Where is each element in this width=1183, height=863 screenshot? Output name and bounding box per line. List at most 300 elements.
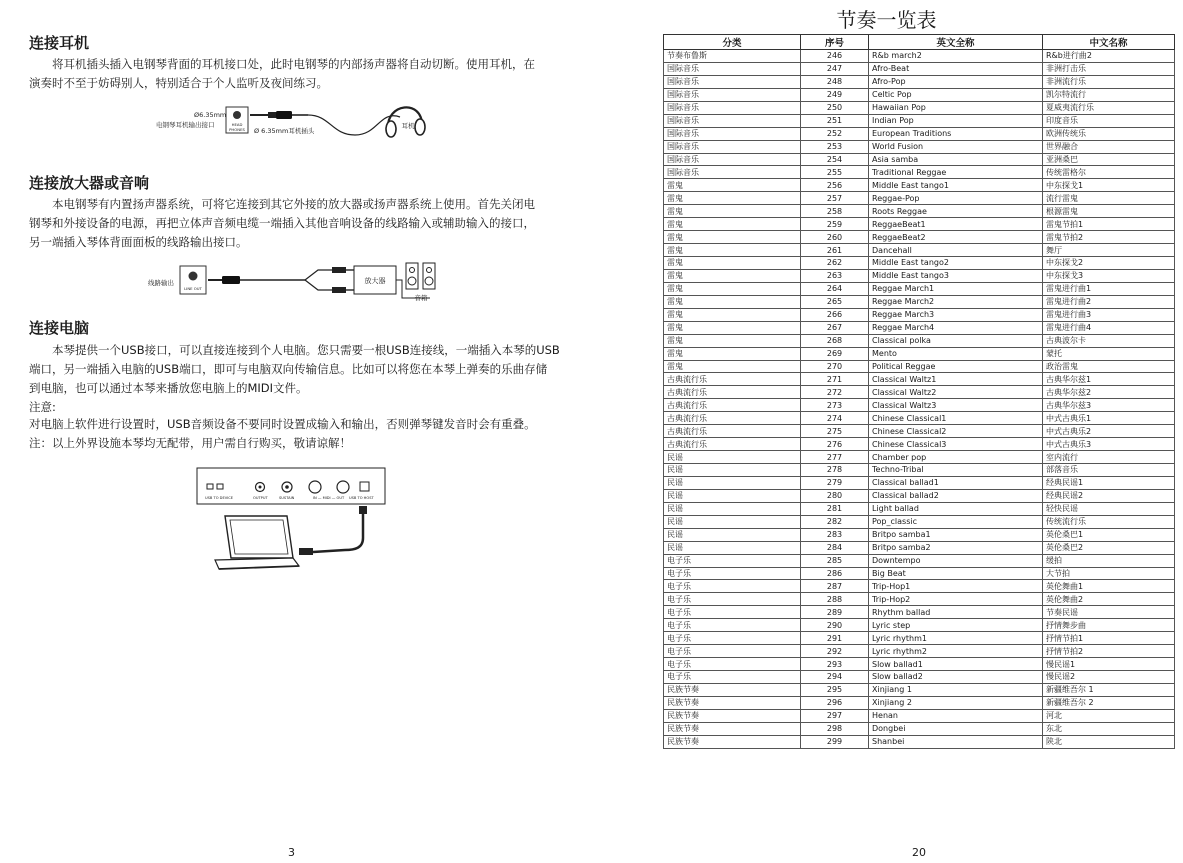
chinese-name-cell: 印度音乐 (1043, 114, 1175, 127)
english-name-cell: Reggae March2 (869, 295, 1043, 308)
category-cell: 电子乐 (664, 554, 801, 567)
table-row (664, 373, 1175, 386)
chinese-name-cell: 中东探戈2 (1043, 257, 1175, 270)
rhythm-list-title: 节奏一览表 (836, 8, 937, 32)
page-number-left: 3 (288, 846, 295, 859)
english-name-cell: Chinese Classical2 (869, 425, 1043, 438)
category-cell: 节奏布鲁斯 (664, 50, 801, 63)
rhythm-table-body (664, 50, 1175, 749)
english-name-cell: Classical Waltz2 (869, 386, 1043, 399)
category-cell: 民谣 (664, 476, 801, 489)
chinese-name-cell: 中东探戈1 (1043, 179, 1175, 192)
number-cell: 265 (801, 295, 869, 308)
number-cell: 263 (801, 269, 869, 282)
table-row (664, 567, 1175, 580)
chinese-name-cell: 英伦舞曲2 (1043, 593, 1175, 606)
chinese-name-cell: 雷鬼进行曲3 (1043, 308, 1175, 321)
category-cell: 古典流行乐 (664, 373, 801, 386)
english-name-cell: ReggaeBeat1 (869, 218, 1043, 231)
number-cell: 272 (801, 386, 869, 399)
english-name-cell: Chamber pop (869, 451, 1043, 464)
category-cell: 国际音乐 (664, 62, 801, 75)
number-cell: 254 (801, 153, 869, 166)
chinese-name-cell: 英伦桑巴1 (1043, 528, 1175, 541)
table-row (664, 321, 1175, 334)
category-cell: 雷鬼 (664, 192, 801, 205)
table-row (664, 114, 1175, 127)
number-cell: 261 (801, 244, 869, 257)
table-row (664, 671, 1175, 684)
page-number-right: 20 (912, 846, 926, 859)
panel-label-midi: IN — MIDI — OUT (313, 496, 345, 500)
category-cell: 国际音乐 (664, 127, 801, 140)
chinese-name-cell: 轻快民谣 (1043, 502, 1175, 515)
table-row (664, 360, 1175, 373)
number-cell: 283 (801, 528, 869, 541)
number-cell: 251 (801, 114, 869, 127)
number-cell: 295 (801, 683, 869, 696)
table-row (664, 257, 1175, 270)
table-row (664, 399, 1175, 412)
table-row (664, 464, 1175, 477)
stereo-plug-icon (208, 276, 305, 284)
jack-size-label: Ø6.35mm (194, 111, 227, 119)
number-cell: 273 (801, 399, 869, 412)
number-cell: 258 (801, 205, 869, 218)
table-row (664, 580, 1175, 593)
english-name-cell: Pop_classic (869, 515, 1043, 528)
category-cell: 国际音乐 (664, 101, 801, 114)
headphone-jack-icon (233, 111, 241, 119)
category-cell: 古典流行乐 (664, 425, 801, 438)
number-cell: 249 (801, 88, 869, 101)
chinese-name-cell: R&b进行曲2 (1043, 50, 1175, 63)
category-cell: 古典流行乐 (664, 438, 801, 451)
english-name-cell: Downtempo (869, 554, 1043, 567)
header-category: 分类 (664, 35, 801, 50)
chinese-name-cell: 政治雷鬼 (1043, 360, 1175, 373)
category-cell: 民族节奏 (664, 696, 801, 709)
english-name-cell: Slow ballad1 (869, 658, 1043, 671)
english-name-cell: Lyric rhythm2 (869, 645, 1043, 658)
number-cell: 269 (801, 347, 869, 360)
table-row (664, 502, 1175, 515)
category-cell: 民族节奏 (664, 709, 801, 722)
table-row (664, 593, 1175, 606)
english-name-cell: Chinese Classical3 (869, 438, 1043, 451)
chinese-name-cell: 雷鬼进行曲2 (1043, 295, 1175, 308)
number-cell: 247 (801, 62, 869, 75)
category-cell: 电子乐 (664, 580, 801, 593)
english-name-cell: Classical ballad1 (869, 476, 1043, 489)
section-heading-computer: 连接电脑 (29, 319, 90, 337)
table-row (664, 489, 1175, 502)
left-page (0, 0, 590, 863)
table-row (664, 127, 1175, 140)
rca-splitter-cable (305, 267, 354, 293)
number-cell: 289 (801, 606, 869, 619)
chinese-name-cell: 中式古典乐1 (1043, 412, 1175, 425)
section-heading-amplifier: 连接放大器或音响 (29, 174, 150, 192)
english-name-cell: World Fusion (869, 140, 1043, 153)
table-row (664, 606, 1175, 619)
english-name-cell: Reggae March4 (869, 321, 1043, 334)
english-name-cell: Traditional Reggae (869, 166, 1043, 179)
paragraph-amplifier-line1: 本电钢琴有内置扬声器系统，可将它连接到其它外接的放大器或扬声器系统上使用。首先关闭电 (52, 197, 535, 211)
number-cell: 267 (801, 321, 869, 334)
number-cell: 250 (801, 101, 869, 114)
amplifier-label: 放大器 (364, 277, 386, 285)
chinese-name-cell: 英伦舞曲1 (1043, 580, 1175, 593)
number-cell: 270 (801, 360, 869, 373)
english-name-cell: Political Reggae (869, 360, 1043, 373)
chinese-name-cell: 非洲打击乐 (1043, 62, 1175, 75)
category-cell: 国际音乐 (664, 114, 801, 127)
headphone-connection-diagram (150, 95, 440, 150)
table-row (664, 645, 1175, 658)
chinese-name-cell: 英伦桑巴2 (1043, 541, 1175, 554)
headphone-label: 耳机 (401, 122, 415, 130)
chinese-name-cell: 古典波尔卡 (1043, 334, 1175, 347)
english-name-cell: Afro-Beat (869, 62, 1043, 75)
number-cell: 288 (801, 593, 869, 606)
panel-label-output: OUTPUT (253, 496, 268, 500)
chinese-name-cell: 经典民谣2 (1043, 489, 1175, 502)
english-name-cell: Chinese Classical1 (869, 412, 1043, 425)
category-cell: 国际音乐 (664, 140, 801, 153)
english-name-cell: Mento (869, 347, 1043, 360)
category-cell: 雷鬼 (664, 308, 801, 321)
chinese-name-cell: 大节拍 (1043, 567, 1175, 580)
table-row (664, 696, 1175, 709)
chinese-name-cell: 亚洲桑巴 (1043, 153, 1175, 166)
paragraph-amplifier-line3: 另一端插入琴体背面面板的线路输出接口。 (29, 235, 248, 249)
paragraph-amplifier-line2: 钢琴和外接设备的电源，再把立体声音频电缆一端插入其他音响设备的线路输入或辅助输入的接口， (29, 216, 535, 230)
number-cell: 274 (801, 412, 869, 425)
chinese-name-cell: 雷鬼进行曲4 (1043, 321, 1175, 334)
english-name-cell: Henan (869, 709, 1043, 722)
chinese-name-cell: 经典民谣1 (1043, 476, 1175, 489)
english-name-cell: Roots Reggae (869, 205, 1043, 218)
usb-cable (299, 506, 367, 555)
english-name-cell: Trip-Hop2 (869, 593, 1043, 606)
category-cell: 雷鬼 (664, 244, 801, 257)
english-name-cell: Britpo samba2 (869, 541, 1043, 554)
table-row (664, 101, 1175, 114)
chinese-name-cell: 慢民谣1 (1043, 658, 1175, 671)
number-cell: 281 (801, 502, 869, 515)
number-cell: 296 (801, 696, 869, 709)
category-cell: 电子乐 (664, 606, 801, 619)
table-row (664, 75, 1175, 88)
category-cell: 雷鬼 (664, 360, 801, 373)
english-name-cell: Dongbei (869, 722, 1043, 735)
number-cell: 280 (801, 489, 869, 502)
table-header-row (664, 35, 1175, 50)
category-cell: 民谣 (664, 541, 801, 554)
english-name-cell: Indian Pop (869, 114, 1043, 127)
panel-text-phones: PHONES (229, 127, 245, 132)
line-out-jack-icon (189, 272, 198, 281)
chinese-name-cell: 传统雷格尔 (1043, 166, 1175, 179)
english-name-cell: Rhythm ballad (869, 606, 1043, 619)
speaker-label: 音箱 (414, 294, 428, 302)
header-number: 序号 (801, 35, 869, 50)
number-cell: 278 (801, 464, 869, 477)
english-name-cell: ReggaeBeat2 (869, 231, 1043, 244)
chinese-name-cell: 抒情舞步曲 (1043, 619, 1175, 632)
category-cell: 古典流行乐 (664, 412, 801, 425)
number-cell: 298 (801, 722, 869, 735)
line-out-panel-text: LINE OUT (184, 286, 202, 291)
number-cell: 268 (801, 334, 869, 347)
table-row (664, 282, 1175, 295)
category-cell: 电子乐 (664, 632, 801, 645)
number-cell: 266 (801, 308, 869, 321)
number-cell: 262 (801, 257, 869, 270)
number-cell: 276 (801, 438, 869, 451)
table-row (664, 722, 1175, 735)
english-name-cell: Techno-Tribal (869, 464, 1043, 477)
category-cell: 雷鬼 (664, 269, 801, 282)
chinese-name-cell: 东北 (1043, 722, 1175, 735)
remark-text: 注：以上外界设施本琴均无配带，用户需自行购买，敬请谅解！ (29, 436, 351, 450)
note-text: 对电脑上软件进行设置时，USB音频设备不要同时设置成输入和输出，否则弹琴键发音时会有重叠。 (29, 417, 536, 431)
table-row (664, 619, 1175, 632)
number-cell: 253 (801, 140, 869, 153)
laptop-icon (215, 516, 299, 569)
category-cell: 雷鬼 (664, 231, 801, 244)
category-cell: 雷鬼 (664, 205, 801, 218)
paragraph-headphones-line1: 将耳机插头插入电钢琴背面的耳机接口处，此时电钢琴的内部扬声器将自动切断。使用耳机，在 (52, 57, 535, 71)
table-row (664, 269, 1175, 282)
rhythm-table (663, 34, 1175, 749)
table-row (664, 658, 1175, 671)
chinese-name-cell: 蒙托 (1043, 347, 1175, 360)
english-name-cell: Classical ballad2 (869, 489, 1043, 502)
chinese-name-cell: 缓拍 (1043, 554, 1175, 567)
category-cell: 电子乐 (664, 593, 801, 606)
chinese-name-cell: 凯尔特流行 (1043, 88, 1175, 101)
speaker-icon (406, 263, 435, 289)
number-cell: 259 (801, 218, 869, 231)
english-name-cell: Classical polka (869, 334, 1043, 347)
chinese-name-cell: 夏威夷流行乐 (1043, 101, 1175, 114)
table-row (664, 515, 1175, 528)
english-name-cell: Xinjiang 1 (869, 683, 1043, 696)
english-name-cell: Britpo samba1 (869, 528, 1043, 541)
chinese-name-cell: 部落音乐 (1043, 464, 1175, 477)
english-name-cell: Afro-Pop (869, 75, 1043, 88)
paragraph-computer-line3: 到电脑，也可以通过本琴来播放您电脑上的MIDI文件。 (29, 381, 308, 395)
number-cell: 292 (801, 645, 869, 658)
number-cell: 297 (801, 709, 869, 722)
table-row (664, 735, 1175, 748)
table-row (664, 334, 1175, 347)
english-name-cell: Reggae March3 (869, 308, 1043, 321)
category-cell: 古典流行乐 (664, 386, 801, 399)
number-cell: 264 (801, 282, 869, 295)
english-name-cell: Xinjiang 2 (869, 696, 1043, 709)
english-name-cell: Trip-Hop1 (869, 580, 1043, 593)
number-cell: 294 (801, 671, 869, 684)
number-cell: 248 (801, 75, 869, 88)
table-row (664, 166, 1175, 179)
line-out-label: 线路输出 (148, 279, 174, 287)
chinese-name-cell: 根源雷鬼 (1043, 205, 1175, 218)
english-name-cell: R&b march2 (869, 50, 1043, 63)
category-cell: 电子乐 (664, 645, 801, 658)
english-name-cell: Celtic Pop (869, 88, 1043, 101)
english-name-cell: Classical Waltz1 (869, 373, 1043, 386)
chinese-name-cell: 雷鬼节拍1 (1043, 218, 1175, 231)
category-cell: 古典流行乐 (664, 399, 801, 412)
table-row (664, 709, 1175, 722)
category-cell: 民谣 (664, 464, 801, 477)
number-cell: 260 (801, 231, 869, 244)
category-cell: 国际音乐 (664, 166, 801, 179)
chinese-name-cell: 抒情节拍1 (1043, 632, 1175, 645)
category-cell: 电子乐 (664, 671, 801, 684)
category-cell: 民族节奏 (664, 683, 801, 696)
chinese-name-cell: 非洲流行乐 (1043, 75, 1175, 88)
table-row (664, 244, 1175, 257)
english-name-cell: European Traditions (869, 127, 1043, 140)
amplifier-connection-diagram (140, 258, 450, 303)
table-row (664, 438, 1175, 451)
paragraph-computer-line1: 本琴提供一个USB接口，可以直接连接到个人电脑。您只需要一根USB连接线，一端插入本琴的USB (52, 343, 560, 357)
chinese-name-cell: 古典华尔兹2 (1043, 386, 1175, 399)
english-name-cell: Middle East tango3 (869, 269, 1043, 282)
right-page (590, 0, 1183, 863)
table-row (664, 88, 1175, 101)
chinese-name-cell: 雷鬼节拍2 (1043, 231, 1175, 244)
number-cell: 287 (801, 580, 869, 593)
headphone-plug-icon (250, 111, 308, 119)
table-row (664, 140, 1175, 153)
category-cell: 民谣 (664, 528, 801, 541)
category-cell: 电子乐 (664, 619, 801, 632)
sustain-jack-center (285, 485, 289, 489)
category-cell: 国际音乐 (664, 153, 801, 166)
chinese-name-cell: 流行雷鬼 (1043, 192, 1175, 205)
chinese-name-cell: 抒情节拍2 (1043, 645, 1175, 658)
chinese-name-cell: 节奏民谣 (1043, 606, 1175, 619)
number-cell: 299 (801, 735, 869, 748)
chinese-name-cell: 中式古典乐3 (1043, 438, 1175, 451)
chinese-name-cell: 慢民谣2 (1043, 671, 1175, 684)
output-jack-center (259, 486, 262, 489)
english-name-cell: Hawaiian Pop (869, 101, 1043, 114)
panel-label-usb-device: USB TO DEVICE (205, 496, 234, 500)
table-row (664, 412, 1175, 425)
table-row (664, 50, 1175, 63)
table-row (664, 62, 1175, 75)
table-row (664, 541, 1175, 554)
category-cell: 雷鬼 (664, 334, 801, 347)
chinese-name-cell: 中式古典乐2 (1043, 425, 1175, 438)
category-cell: 雷鬼 (664, 179, 801, 192)
table-row (664, 231, 1175, 244)
table-row (664, 347, 1175, 360)
english-name-cell: Lyric step (869, 619, 1043, 632)
english-name-cell: Shanbei (869, 735, 1043, 748)
number-cell: 255 (801, 166, 869, 179)
table-row (664, 179, 1175, 192)
number-cell: 290 (801, 619, 869, 632)
computer-connection-diagram (195, 466, 395, 574)
english-name-cell: Reggae-Pop (869, 192, 1043, 205)
english-name-cell: Asia samba (869, 153, 1043, 166)
table-row (664, 554, 1175, 567)
number-cell: 271 (801, 373, 869, 386)
english-name-cell: Classical Waltz3 (869, 399, 1043, 412)
english-name-cell: Lyric rhythm1 (869, 632, 1043, 645)
category-cell: 雷鬼 (664, 321, 801, 334)
number-cell: 293 (801, 658, 869, 671)
chinese-name-cell: 中东探戈3 (1043, 269, 1175, 282)
note-title: 注意: (29, 400, 56, 414)
number-cell: 284 (801, 541, 869, 554)
chinese-name-cell: 河北 (1043, 709, 1175, 722)
paragraph-headphones-line2: 演奏时不至于妨碍别人，特别适合于个人监听及夜间练习。 (29, 76, 328, 90)
plug-size-label: Ø 6.35mm耳机插头 (254, 127, 315, 135)
table-row (664, 451, 1175, 464)
english-name-cell: Big Beat (869, 567, 1043, 580)
category-cell: 民谣 (664, 489, 801, 502)
number-cell: 279 (801, 476, 869, 489)
chinese-name-cell: 陕北 (1043, 735, 1175, 748)
category-cell: 民族节奏 (664, 735, 801, 748)
chinese-name-cell: 古典华尔兹1 (1043, 373, 1175, 386)
category-cell: 雷鬼 (664, 257, 801, 270)
table-row (664, 308, 1175, 321)
table-row (664, 632, 1175, 645)
section-heading-headphones: 连接耳机 (29, 34, 90, 52)
category-cell: 雷鬼 (664, 218, 801, 231)
number-cell: 286 (801, 567, 869, 580)
english-name-cell: Light ballad (869, 502, 1043, 515)
header-chinese-name: 中文名称 (1043, 35, 1175, 50)
number-cell: 277 (801, 451, 869, 464)
english-name-cell: Middle East tango1 (869, 179, 1043, 192)
category-cell: 民族节奏 (664, 722, 801, 735)
category-cell: 民谣 (664, 502, 801, 515)
number-cell: 252 (801, 127, 869, 140)
table-row (664, 192, 1175, 205)
table-row (664, 205, 1175, 218)
chinese-name-cell: 新疆维吾尔 1 (1043, 683, 1175, 696)
table-row (664, 295, 1175, 308)
table-row (664, 683, 1175, 696)
category-cell: 民谣 (664, 515, 801, 528)
table-row (664, 476, 1175, 489)
number-cell: 257 (801, 192, 869, 205)
category-cell: 电子乐 (664, 567, 801, 580)
header-english-name: 英文全称 (869, 35, 1043, 50)
category-cell: 雷鬼 (664, 347, 801, 360)
number-cell: 285 (801, 554, 869, 567)
panel-text-head: HEAD (231, 122, 243, 127)
english-name-cell: Middle East tango2 (869, 257, 1043, 270)
number-cell: 246 (801, 50, 869, 63)
panel-label-usb-host: USB TO HOST (349, 496, 374, 500)
chinese-name-cell: 古典华尔兹3 (1043, 399, 1175, 412)
headphone-port-label: 电钢琴耳机输出接口 (156, 121, 215, 129)
number-cell: 282 (801, 515, 869, 528)
number-cell: 291 (801, 632, 869, 645)
english-name-cell: Slow ballad2 (869, 671, 1043, 684)
